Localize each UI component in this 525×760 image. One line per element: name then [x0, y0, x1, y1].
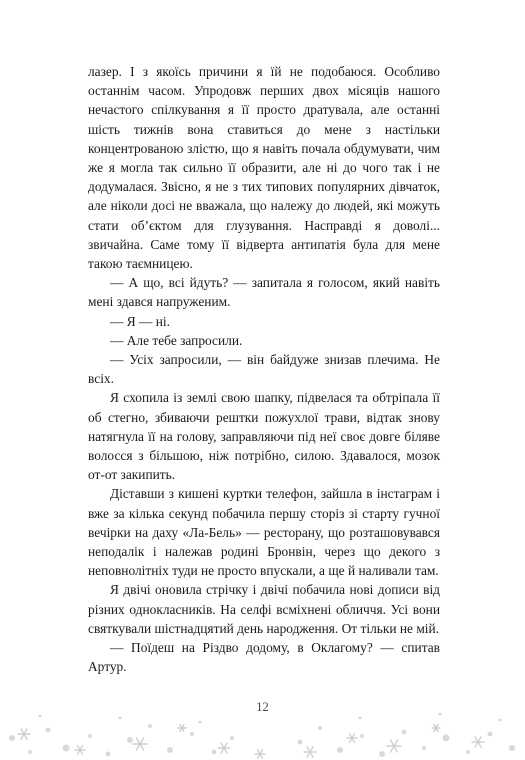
paragraph: — Усіх запросили, — він байдуже знизав плечима. Не всіх.	[88, 352, 440, 387]
paragraph: — Поїдеш на Різдво додому, в Оклагому? — спитав Артур.	[88, 640, 440, 675]
paragraph: Діставши з кишені куртки телефон, зайшла в інстаграм і вже за кілька секунд побачила першу сторіз зі старту гучної вечірки на даху «Ла-Бель» — ресторану, що розташовувався неподалік і належав родині Бронвін, через що декого з неповнолітніх туди не просто впускали, а ще й наливали там.	[88, 486, 440, 579]
snowflake-border	[0, 678, 525, 760]
paragraph: — А що, всі йдуть? — запитала я голосом, який навіть мені здався напруженим.	[88, 275, 440, 310]
paragraph: Я двічі оновила стрічку і двічі побачила нові дописи від різних однокласників. На селфі всміхнені обличчя. Усі вони святкували шістнадцятий день народження. От тільки не мій.	[88, 582, 440, 636]
page-number: 12	[256, 700, 269, 714]
paragraph: Я схопила із землі свою шапку, підвелася та обтріпала її об стегно, збиваючи рештки пожухлої трави, відтак знову натягнула її на голову, заправляючи під неї своє довге біляве волосся з більшою, ніж потрібно, силою. Здавалося, мозок от-от закипить.	[88, 390, 440, 483]
paragraph: — Але тебе запросили.	[110, 332, 243, 348]
paragraph: лазер. І з якоїсь причини я їй не подобаюся. Особливо останнім часом. Упродовж перших двох місяців нашого нечастого спілкування я її просто дратувала, але останні шість тижнів вона ставиться до мене з настільки концентрованою злістю, що я навіть почала обдумувати, чим же я могла так сильно її образити, але ні до чого так і не додумалася. Звісно, я не з тих типових популярних дівчаток, але ніколи досі не вважала, що належу до людей, які можуть стати об’єктом для глузування. Насправді я доволі... звичайна. Саме тому її відверта антипатія була для мене такою таємницею.	[88, 64, 440, 272]
book-text	[88, 62, 440, 677]
paragraph: — Я — ні.	[110, 313, 170, 329]
